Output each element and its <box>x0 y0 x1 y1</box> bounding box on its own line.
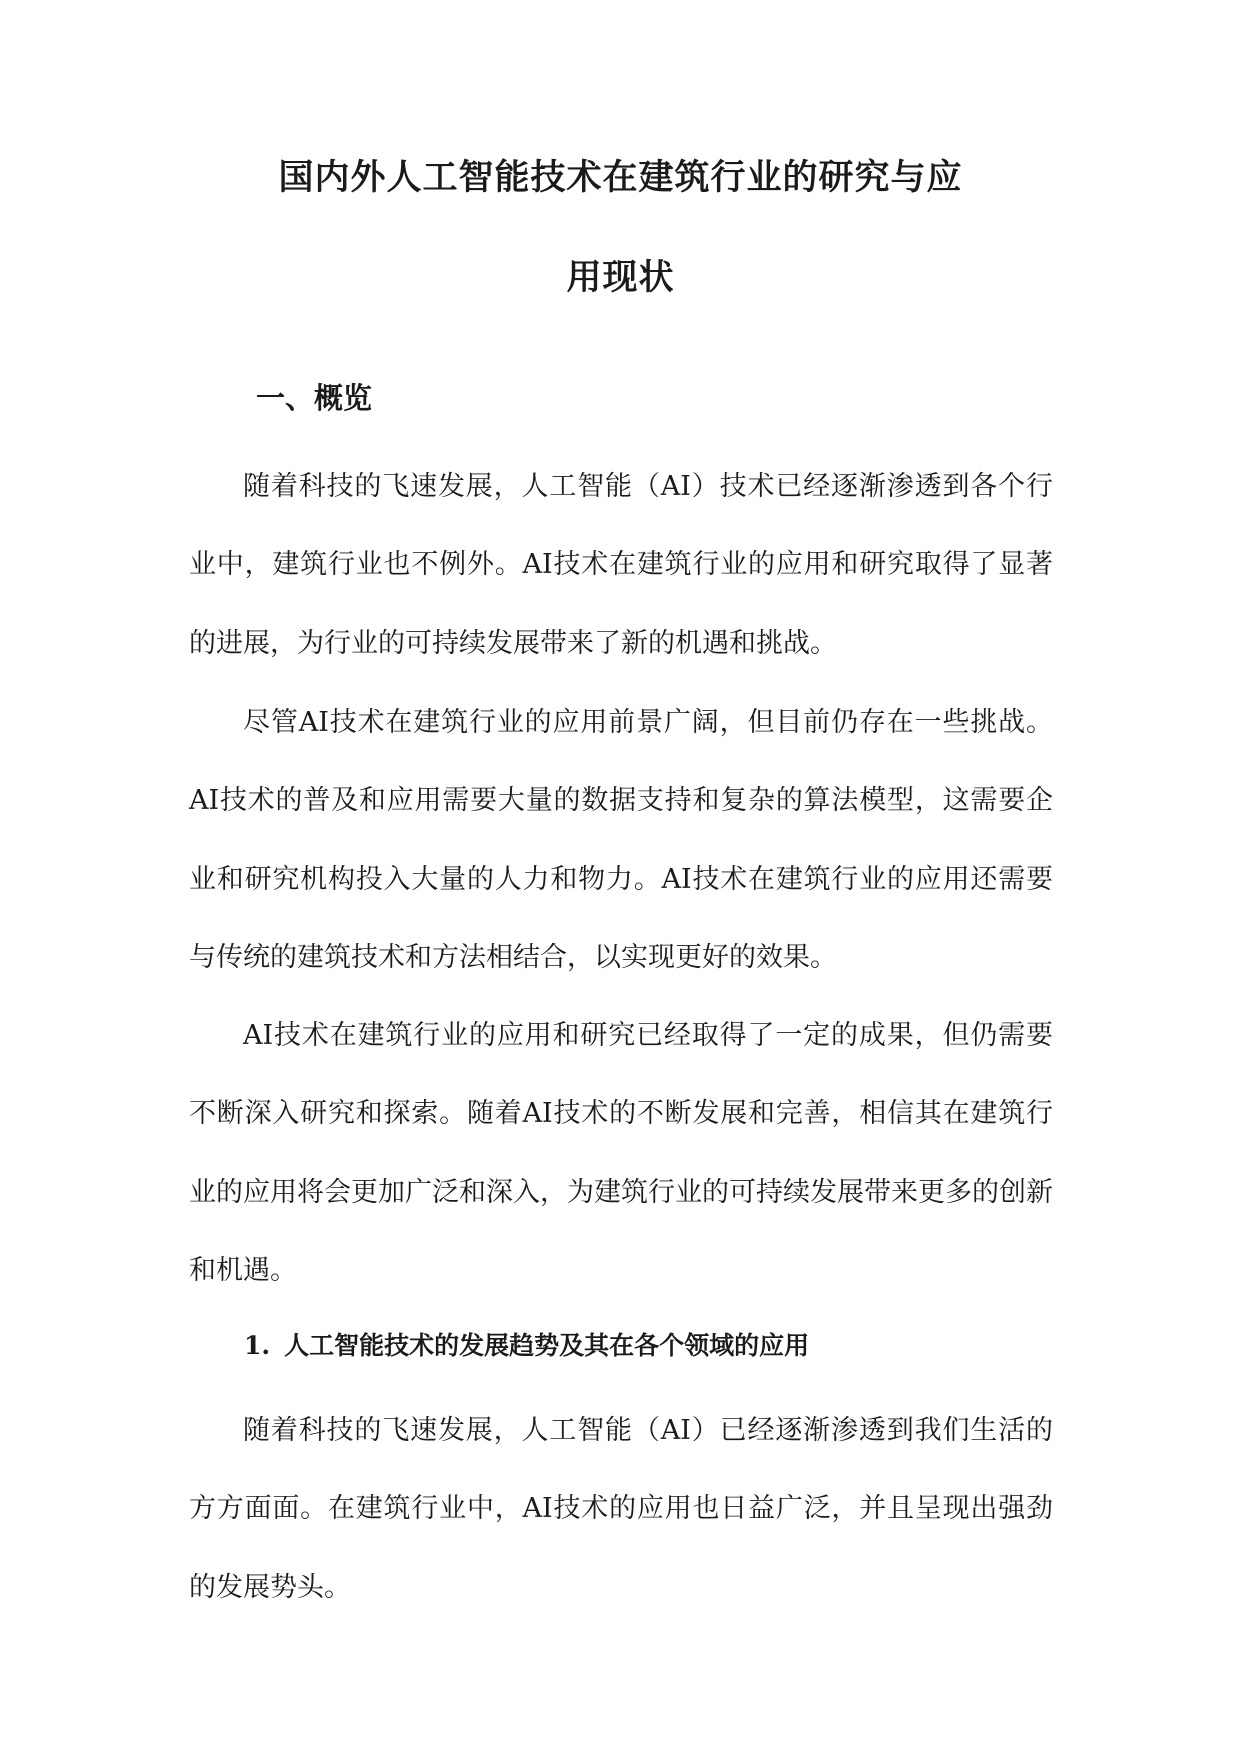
section-heading-overview: 一、概览 <box>256 381 373 415</box>
subsection-title: 人工智能技术的发展趋势及其在各个领域的应用 <box>284 1331 810 1360</box>
body-paragraph: 随着科技的飞速发展，人工智能（AI）技术已经逐渐渗透到各个行业中，建筑行业也不例外。AI技术在建筑行业的应用和研究取得了显著的进展，为行业的可持续发展带来了新的机遇和挑战。 <box>189 471 1053 659</box>
body-paragraph: 尽管AI技术在建筑行业的应用前景广阔，但目前仍存在一些挑战。AI技术的普及和应用需要大量的数据支持和复杂的算法模型，这需要企业和研究机构投入大量的人力和物力。AI技术在建筑行业的应用还需要与传统的建筑技术和方法相结合，以实现更好的效果。 <box>189 707 1053 974</box>
subsection-heading <box>244 1326 809 1362</box>
body-paragraph: AI技术在建筑行业的应用和研究已经取得了一定的成果，但仍需要不断深入研究和探索。随着AI技术的不断发展和完善，相信其在建筑行业的应用将会更加广泛和深入，为建筑行业的可持续发展带来更多的创新和机遇。 <box>189 1020 1053 1287</box>
document-title-line-2: 用现状 <box>566 257 675 298</box>
subsection-number: 1. <box>244 1331 271 1360</box>
body-paragraph: 随着科技的飞速发展，人工智能（AI）已经逐渐渗透到我们生活的方方面面。在建筑行业中，AI技术的应用也日益广泛，并且呈现出强劲的发展势头。 <box>189 1415 1053 1603</box>
document-title-line-1: 国内外人工智能技术在建筑行业的研究与应 <box>278 157 963 198</box>
